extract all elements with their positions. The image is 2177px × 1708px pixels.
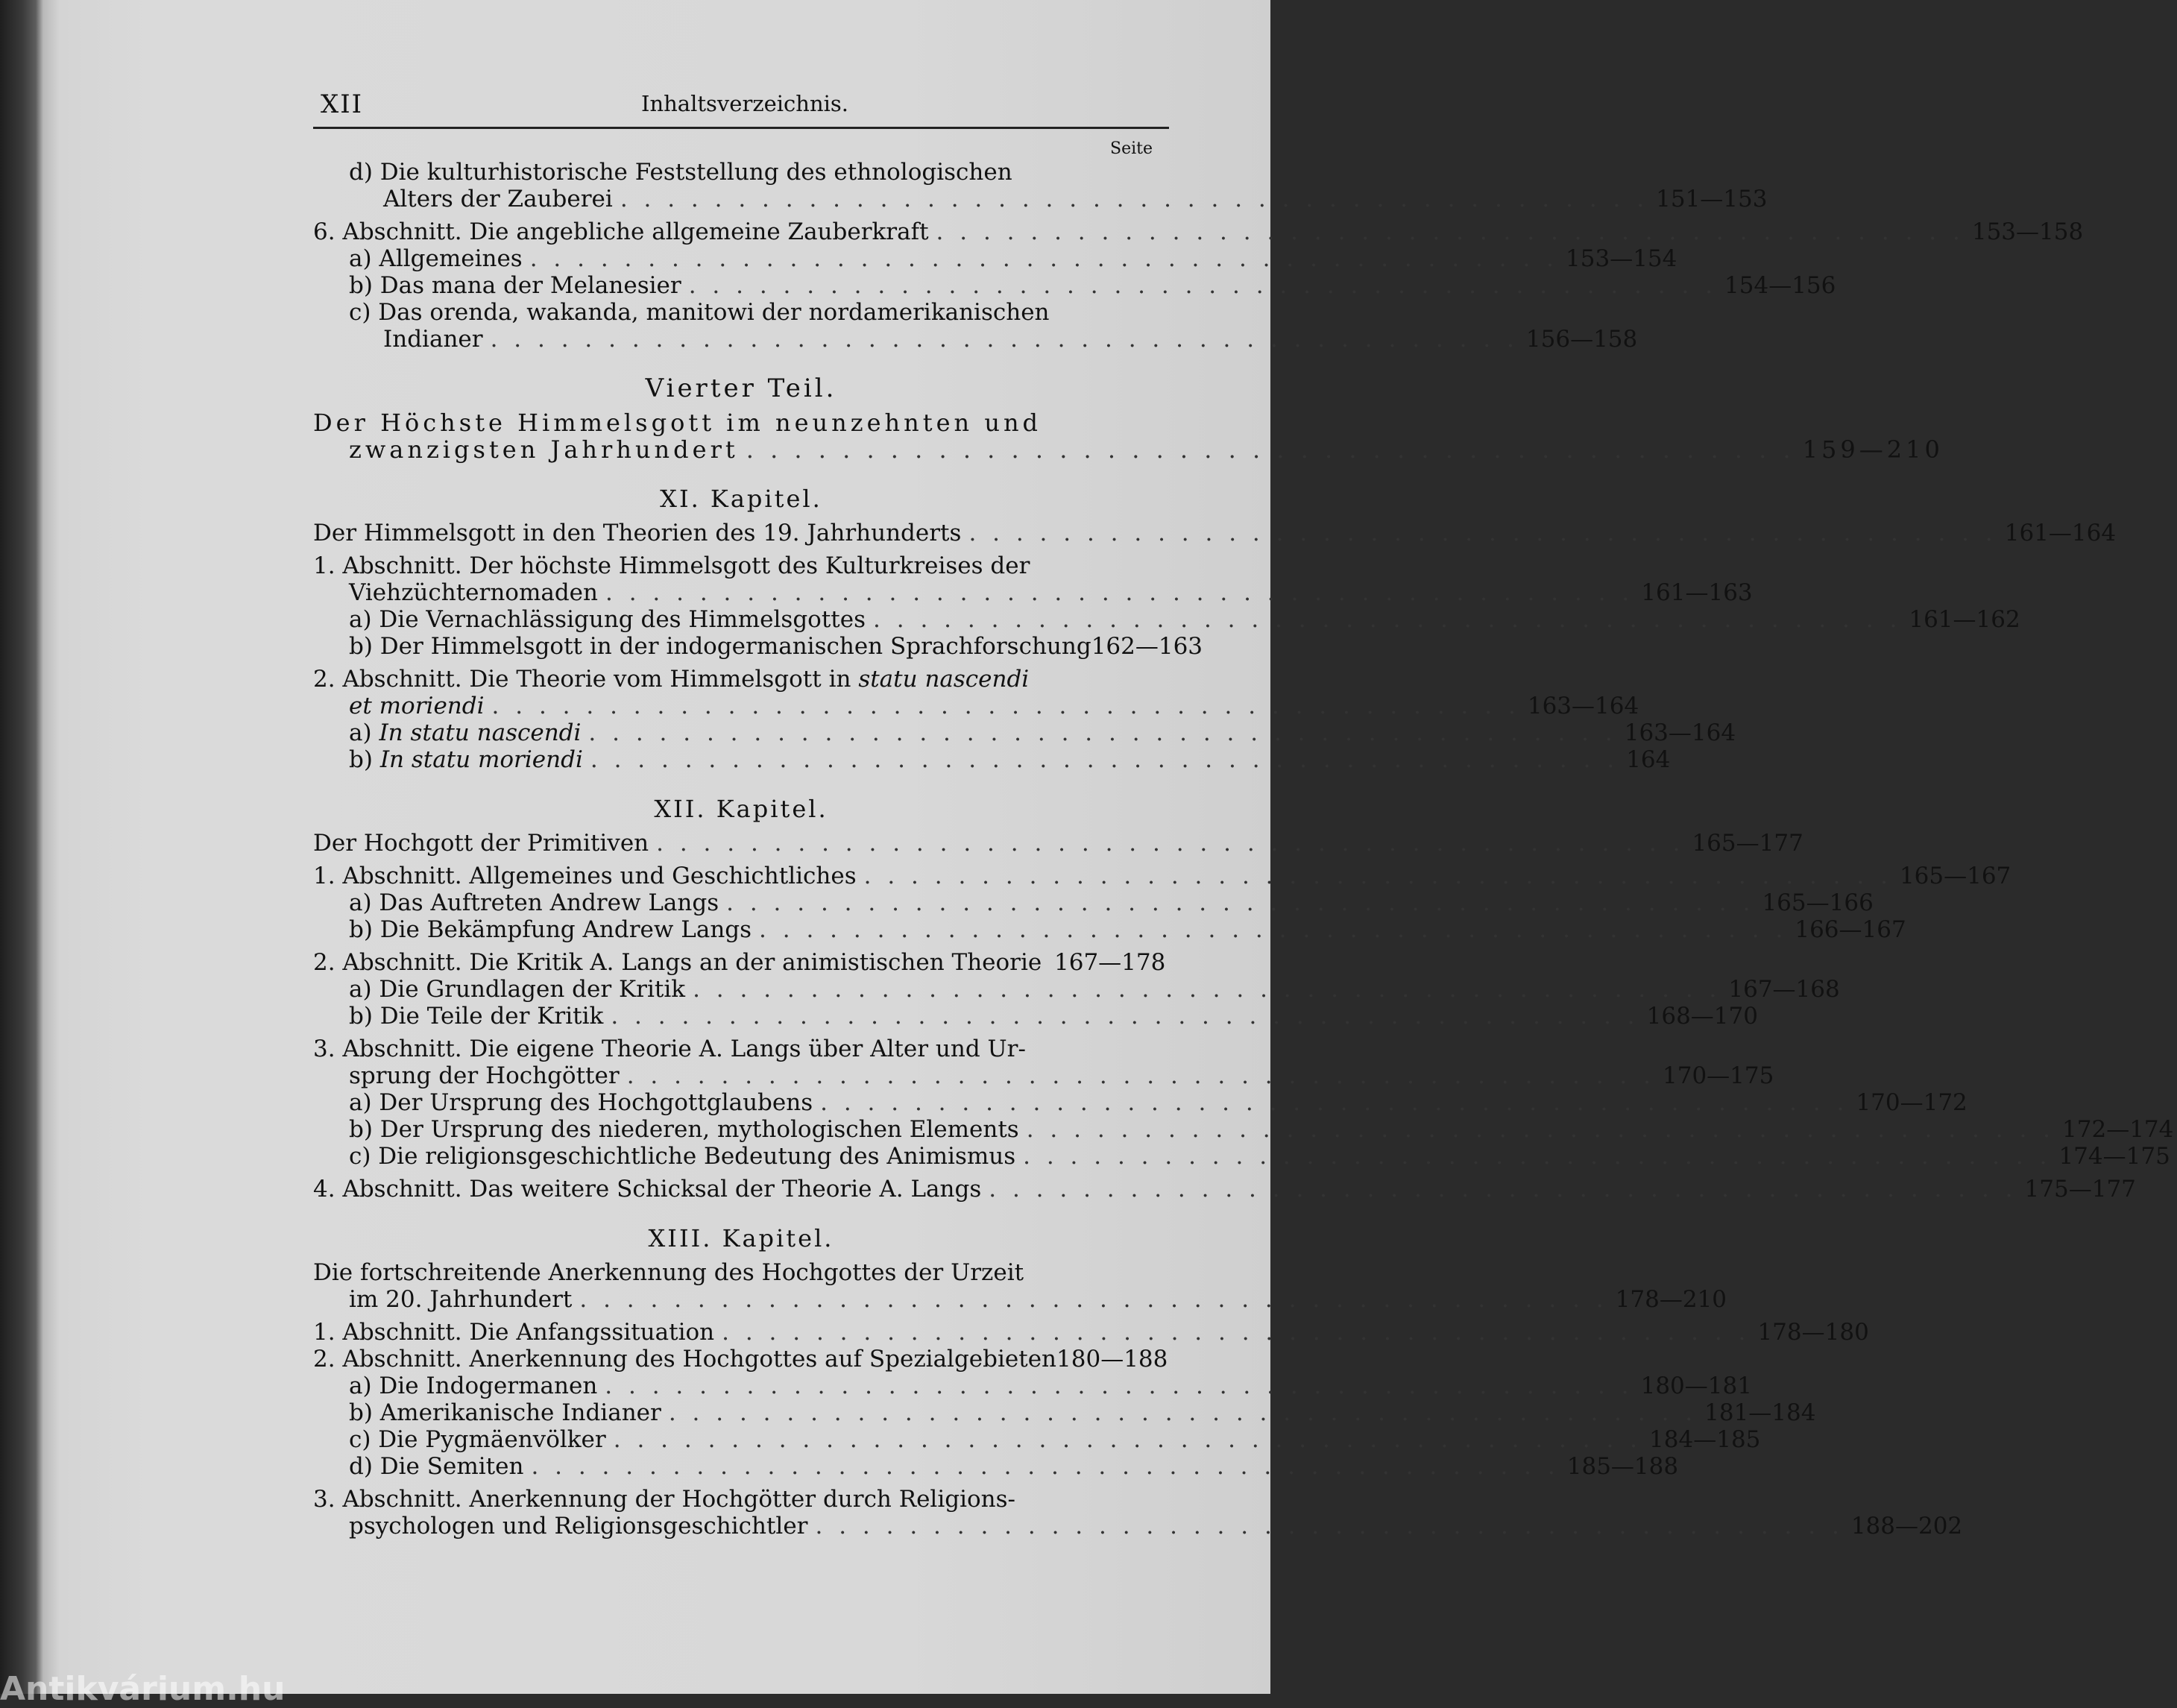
toc-entry-line: Die fortschreitende Anerkennung des Hochgottes der Urzeit — [313, 1259, 1024, 1286]
leader-dots: . . . . . . . . . . . . . . . . . . . . . . . . . . . . . . . . . . . . . . . . . . . . — [693, 976, 1721, 1003]
toc-entry — [313, 746, 1671, 773]
toc-entry-title-wrap — [349, 719, 581, 746]
toc-entry-pages: 161—163 — [1641, 579, 1753, 606]
toc-entry-title: Alters der Zauberei — [383, 186, 613, 212]
toc-entry — [313, 719, 1736, 746]
leader-dots: . . . . . . . . . . . . . . . . . . . . . . . . . . . . . . . . . . . . . . . . . . . . — [611, 1003, 1639, 1030]
part-heading: Vierter Teil. — [645, 374, 837, 403]
toc-entry — [313, 633, 1203, 660]
toc-entry-title: a) Das Auftreten Andrew Langs — [349, 889, 719, 916]
toc-entry-pages: 180—181 — [1640, 1373, 1752, 1399]
toc-entry-line — [313, 666, 1169, 693]
leader-dots: . . . . . . . . . . . . . . . . . . . . . . . . . . . . . . . . . . . . . . . . . . . . — [626, 1062, 1655, 1089]
toc-entry-pages: 151—153 — [1656, 186, 1768, 212]
toc-entry-pages: 178—210 — [1615, 1286, 1727, 1313]
chapter-heading: XII. Kapitel. — [654, 795, 828, 823]
toc-entry-pages: 165—177 — [1692, 830, 1803, 857]
toc-entry-title: 2. Abschnitt. Die Theorie vom Himmelsgott in — [313, 666, 851, 693]
toc-entry — [313, 949, 1169, 976]
toc-entry-title: b) Das mana der Melanesier — [349, 272, 681, 299]
toc-entry-title: psychologen und Religionsgeschichtler — [349, 1513, 808, 1540]
toc-entry-title: et moriendi — [349, 693, 485, 719]
leader-dots: . . . . . . . . . . . . . . . . . . . . . . . . . . . . . . . . . . . . . . . . . . . . — [746, 435, 1795, 464]
toc-entry-italic: statu nascendi — [858, 666, 1030, 693]
leader-dots: . . . . . . . . . . . . . . . . . . . . . . . . . . . . . . . . . . . . . . . . . . . . — [490, 326, 1519, 353]
toc-entry — [313, 889, 1874, 916]
toc-entry-pages: 163—164 — [1527, 693, 1639, 719]
leader-dots: . . . . . . . . . . . . . . . . . . . . . . . . . . . . . . . . . . . . . . . . . . . . — [531, 1453, 1560, 1480]
toc-entry-pages: 175—177 — [2024, 1176, 2136, 1203]
leader-dots: . . . . . . . . . . . . . . . . . . . . . . . . . . . . . . . . . . . . . . . . . . . . — [620, 186, 1649, 212]
toc-entry-pages: 181—184 — [1704, 1399, 1816, 1426]
toc-entry-pages: 188—202 — [1850, 1513, 1963, 1540]
toc-entry-title: a) Die Vernachlässigung des Himmelsgottes — [349, 606, 866, 633]
toc-entry — [313, 1346, 1169, 1373]
toc-entry-line: 3. Abschnitt. Anerkennung der Hochgötter durch Religions- — [313, 1486, 1016, 1513]
toc-entry-title-wrap — [349, 746, 583, 773]
toc-entry-italic: In statu nascendi — [379, 719, 582, 746]
toc-entry — [313, 579, 1753, 606]
toc-entry-title: b) Die Bekämpfung Andrew Langs — [349, 916, 752, 943]
toc-entry — [313, 186, 1768, 212]
toc-entry-pages: 180—188 — [1056, 1346, 1168, 1373]
leader-dots: . . . . . . . . . . . . . . . . . . . . . . . . . . . . . . . . . . . . . . . . . . . . — [989, 1176, 2017, 1203]
toc-entry — [313, 916, 1906, 943]
toc-entry — [313, 830, 1803, 857]
toc-entries — [313, 159, 2174, 1540]
leader-dots: . . . . . . . . . . . . . . . . . . . . . . . . . . . . . . . . . . . . . . . . . . . . — [656, 830, 1685, 857]
toc-entry-pages: 164 — [1626, 746, 1671, 773]
toc-entry-title: a) Die Grundlagen der Kritik — [349, 976, 686, 1003]
toc-entry-title: b) Der Himmelsgott in der indogermanischen Sprachforschung — [349, 633, 1091, 660]
toc-entry — [313, 326, 1638, 353]
toc-entry — [313, 606, 2020, 633]
toc-entry-title: d) Die Semiten — [349, 1453, 524, 1480]
toc-entry-pages: 161—164 — [2004, 520, 2117, 546]
toc-entry-label: a) — [349, 719, 372, 746]
toc-entry-title: 2. Abschnitt. Die Kritik A. Langs an der animistischen Theorie — [313, 949, 1042, 976]
toc-entry — [313, 1003, 1758, 1030]
leader-dots: . . . . . . . . . . . . . . . . . . . . . . . . . . . . . . . . . . . . . . . . . . . . — [936, 218, 1965, 245]
toc-entry-title: 1. Abschnitt. Allgemeines und Geschichtliches — [313, 863, 857, 889]
toc-entry-pages: 172—174 — [2062, 1116, 2174, 1143]
toc-entry — [313, 1426, 1761, 1453]
leader-dots: . . . . . . . . . . . . . . . . . . . . . . . . . . . . . . . . . . . . . . . . . . . . — [491, 693, 1520, 719]
toc-entry — [313, 1399, 1816, 1426]
toc-entry-pages: 153—154 — [1566, 245, 1677, 272]
toc-entry-title: 2. Abschnitt. Anerkennung des Hochgottes auf Spezialgebieten — [313, 1346, 1057, 1373]
toc-entry-pages: 167—178 — [1054, 949, 1166, 976]
toc-entry-title: Viehzüchternomaden — [349, 579, 598, 606]
leader-dots: . . . . . . . . . . . . . . . . . . . . . . . . . . . . . . . . . . . . . . . . . . . . — [759, 916, 1788, 943]
page-number: XII — [321, 89, 364, 119]
toc-entry-pages: 178—180 — [1757, 1319, 1869, 1346]
toc-entry-title: 6. Abschnitt. Die angebliche allgemeine Zauberkraft — [313, 218, 929, 245]
leader-dots: . . . . . . . . . . . . . . . . . . . . . . . . . . . . . . . . . . . . . . . . . . . . — [726, 889, 1755, 916]
toc-entry-pages: 170—175 — [1663, 1062, 1774, 1089]
chapter-heading: XI. Kapitel. — [660, 485, 822, 513]
toc-entry-pages: 168—170 — [1646, 1003, 1758, 1030]
toc-entry — [313, 693, 1639, 719]
leader-dots: . . . . . . . . . . . . . . . . . . . . . . . . . . . . . . . . . . . . . . . . . . . . — [605, 579, 1634, 606]
leader-dots: . . . . . . . . . . . . . . . . . . . . . . . . . . . . . . . . . . . . . . . . . . . . — [588, 719, 1617, 746]
toc-entry-pages: 170—172 — [1856, 1089, 1968, 1116]
toc-entry-title: a) Der Ursprung des Hochgottglaubens — [349, 1089, 813, 1116]
leader-dots: . . . . . . . . . . . . . . . . . . . . . . . . . . . . . . . . . . . . . . . . . . . . — [1026, 1116, 2055, 1143]
toc-entry — [313, 1062, 1774, 1089]
leader-dots: . . . . . . . . . . . . . . . . . . . . . . . . . . . . . . . . . . . . . . . . . . . . — [722, 1319, 1751, 1346]
toc-entry — [313, 1319, 1869, 1346]
toc-entry-pages: 185—188 — [1566, 1453, 1679, 1480]
toc-entry-title: a) Allgemeines — [349, 245, 523, 272]
toc-entry-pages: 153—158 — [1971, 218, 2084, 245]
toc-entry-pages: 167—168 — [1728, 976, 1840, 1003]
leader-dots: . . . . . . . . . . . . . . . . . . . . . . . . . . . . . . . . . . . . . . . . . . . . — [613, 1426, 1642, 1453]
toc-content — [313, 82, 2174, 1540]
toc-entry-title: im 20. Jahrhundert — [349, 1286, 573, 1313]
toc-entry-pages: 159—210 — [1802, 435, 1944, 464]
toc-entry-pages: 165—167 — [1899, 863, 2011, 889]
leader-dots: . . . . . . . . . . . . . . . . . . . . . . . . . . . . . . . . . . . . . . . . . . . . — [820, 1089, 1849, 1116]
toc-entry — [313, 1373, 1752, 1399]
toc-entry-line: d) Die kulturhistorische Feststellung des ethnologischen — [349, 159, 1012, 186]
toc-entry-line: 1. Abschnitt. Der höchste Himmelsgott des Kulturkreises der — [313, 552, 1030, 579]
toc-entry — [313, 272, 1836, 299]
toc-entry-italic: In statu moriendi — [379, 746, 583, 773]
toc-entry-pages: 184—185 — [1649, 1426, 1761, 1453]
toc-entry — [313, 520, 2117, 546]
toc-entry-title: 4. Abschnitt. Das weitere Schicksal der Theorie A. Langs — [313, 1176, 982, 1203]
toc-entry-pages: 166—167 — [1795, 916, 1906, 943]
chapter-heading: XIII. Kapitel. — [648, 1224, 834, 1252]
toc-entry — [313, 1286, 1727, 1313]
leader-dots: . . . . . . . . . . . . . . . . . . . . . . . . . . . . . . . . . . . . . . . . . . . . — [688, 272, 1718, 299]
toc-entry — [313, 1513, 1963, 1540]
toc-entry — [313, 1089, 1968, 1116]
toc-entry-title: a) Die Indogermanen — [349, 1373, 598, 1399]
leader-dots: . . . . . . . . . . . . . . . . . . . . . . . . . . . . . . . . . . . . . . . . . . . . — [605, 1373, 1633, 1399]
leader-dots: . . . . . . . . . . . . . . . . . . . . . . . . . . . . . . . . . . . . . . . . . . . . — [579, 1286, 1608, 1313]
toc-entry-line: c) Das orenda, wakanda, manitowi der nordamerikanischen — [349, 299, 1050, 326]
toc-entry-title: b) Amerikanische Indianer — [349, 1399, 661, 1426]
toc-entry-title: zwanzigsten Jahrhundert — [349, 435, 739, 464]
toc-entry-pages: 165—166 — [1762, 889, 1874, 916]
toc-entry-line: 3. Abschnitt. Die eigene Theorie A. Langs über Alter und Ur- — [313, 1036, 1026, 1062]
toc-entry-title: Indianer — [383, 326, 483, 353]
toc-entry-title: Der Hochgott der Primitiven — [313, 830, 649, 857]
toc-entry-title: b) Der Ursprung des niederen, mythologischen Elements — [349, 1116, 1019, 1143]
toc-entry-pages: 162—163 — [1091, 633, 1203, 660]
toc-entry-title: 1. Abschnitt. Die Anfangssituation — [313, 1319, 715, 1346]
toc-entry-pages: 154—156 — [1724, 272, 1836, 299]
leader-dots: . . . . . . . . . . . . . . . . . . . . . . . . . . . . . . . . . . . . . . . . . . . . — [863, 863, 1892, 889]
seite-label: Seite — [1110, 139, 1153, 158]
leader-dots: . . . . . . . . . . . . . . . . . . . . . . . . . . . . . . . . . . . . . . . . . . . . — [590, 746, 1619, 773]
part-title-line: Der Höchste Himmelsgott im neunzehnten und — [313, 409, 1042, 437]
page-title: Inhaltsverzeichnis. — [641, 91, 849, 116]
toc-entry-title: c) Die Pygmäenvölker — [349, 1426, 606, 1453]
toc-entry — [313, 435, 1944, 464]
toc-entry — [313, 976, 1840, 1003]
toc-entry — [313, 1143, 2170, 1170]
toc-entry-label: b) — [349, 746, 373, 773]
running-header — [313, 82, 1169, 129]
toc-entry-title: b) Die Teile der Kritik — [349, 1003, 604, 1030]
leader-dots: . . . . . . . . . . . . . . . . . . . . . . . . . . . . . . . . . . . . . . . . . . . . — [529, 245, 1559, 272]
toc-entry — [313, 863, 2011, 889]
watermark: Antikvárium.hu — [0, 1670, 286, 1708]
toc-entry — [313, 1453, 1679, 1480]
leader-dots: . . . . . . . . . . . . . . . . . . . . . . . . . . . . . . . . . . . . . . . . . . . . — [815, 1513, 1844, 1540]
leader-dots: . . . . . . . . . . . . . . . . . . . . . . . . . . . . . . . . . . . . . . . . . . . . — [968, 520, 1997, 546]
toc-entry-title: Der Himmelsgott in den Theorien des 19. Jahrhunderts — [313, 520, 962, 546]
toc-entry-pages: 156—158 — [1525, 326, 1638, 353]
leader-dots: . . . . . . . . . . . . . . . . . . . . . . . . . . . . . . . . . . . . . . . . . . . . — [1023, 1143, 2052, 1170]
toc-entry — [313, 218, 2084, 245]
toc-entry-title: c) Die religionsgeschichtliche Bedeutung des Animismus — [349, 1143, 1016, 1170]
toc-entry — [313, 1176, 2136, 1203]
toc-entry — [313, 245, 1677, 272]
leader-dots: . . . . . . . . . . . . . . . . . . . . . . . . . . . . . . . . . . . . . . . . . . . . — [873, 606, 1902, 633]
toc-entry-pages: 174—175 — [2058, 1143, 2170, 1170]
toc-entry-title: sprung der Hochgötter — [349, 1062, 620, 1089]
toc-entry-pages: 161—162 — [1909, 606, 2020, 633]
toc-entry-pages: 163—164 — [1624, 719, 1736, 746]
leader-dots: . . . . . . . . . . . . . . . . . . . . . . . . . . . . . . . . . . . . . . . . . . . . — [668, 1399, 1698, 1426]
toc-entry — [313, 1116, 2174, 1143]
